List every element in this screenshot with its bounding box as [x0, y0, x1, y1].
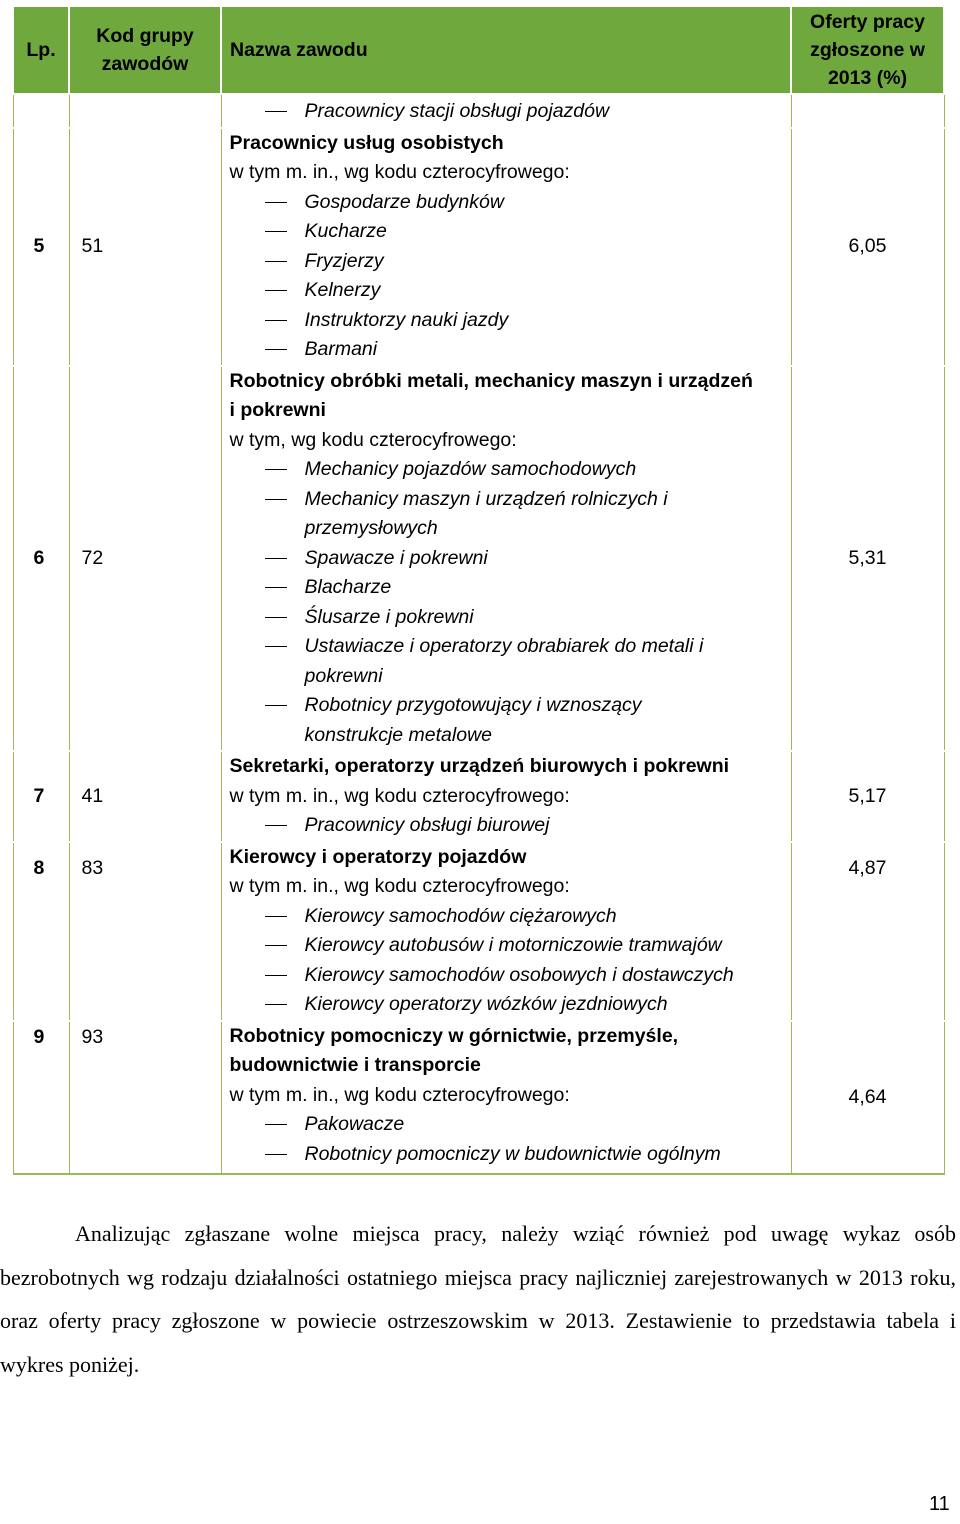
lp-cell: 7 [13, 751, 69, 842]
list-item: Mechanicy maszyn i urządzeń rolniczych i [230, 485, 791, 515]
occupations-table [12, 5, 945, 1175]
list-item: Robotnicy przygotowujący i wznoszący [230, 691, 791, 721]
list-item: Ustawiacze i operatorzy obrabiarek do metali i [230, 632, 791, 662]
offers-value: 4,64 [791, 1021, 944, 1175]
group-name: Robotnicy pomocniczy w górnictwie, przemyśle, [229, 1024, 679, 1047]
list-item: Gospodarze budynków [230, 188, 791, 218]
list-item: Kierowcy autobusów i motorniczowie tramwajów [230, 931, 791, 961]
group-intro: w tym m. in., wg kodu czterocyfrowego: [229, 875, 570, 897]
lp-cell: 8 [13, 842, 69, 1021]
lp-cell: 6 [13, 366, 69, 752]
kod-cell: 72 [69, 366, 221, 752]
group-name-cont: i pokrewni [229, 399, 326, 421]
group-name: Pracownicy usług osobistych [229, 131, 504, 154]
list-item: Barmani [230, 335, 791, 365]
header-nazwa: Nazwa zawodu [221, 6, 791, 94]
list-item: Kierowcy samochodów ciężarowych [230, 902, 791, 932]
group-intro: w tym m. in., wg kodu czterocyfrowego: [229, 161, 570, 183]
group-name-cont: budownictwie i transporcie [229, 1054, 481, 1076]
list-item: Pracownicy obsługi biurowej [230, 811, 791, 841]
kod-cell: 51 [69, 128, 221, 366]
list-item: Robotnicy pomocniczy w budownictwie ogólnym [230, 1140, 791, 1170]
list-item: Pracownicy stacji obsługi pojazdów [230, 97, 791, 127]
table-row [13, 842, 944, 1021]
list-item: Ślusarze i pokrewni [230, 603, 791, 633]
header-lp: Lp. [13, 6, 69, 94]
list-item: Mechanicy pojazdów samochodowych [230, 455, 791, 485]
kod-cell: 93 [69, 1021, 221, 1175]
header-oferty: Oferty pracy zgłoszone w 2013 (%) [791, 6, 944, 94]
list-item-cont: pokrewni [304, 664, 383, 687]
offers-value: 5,31 [791, 366, 944, 752]
kod-cell: 41 [69, 751, 221, 842]
list-item: Fryzjerzy [230, 247, 791, 277]
offers-value: 5,17 [791, 751, 944, 842]
list-item: Instruktorzy nauki jazdy [230, 306, 791, 336]
group-name: Robotnicy obróbki metali, mechanicy maszyn i urządzeń [229, 369, 753, 392]
table-header-row [13, 6, 944, 94]
table-row [13, 366, 944, 752]
header-kod: Kod grupy zawodów [69, 6, 221, 94]
table-row [13, 94, 944, 128]
group-intro: w tym m. in., wg kodu czterocyfrowego: [229, 1083, 570, 1106]
group-intro: w tym, wg kodu czterocyfrowego: [229, 428, 517, 451]
lp-cell: 9 [13, 1021, 69, 1175]
group-name: Kierowcy i operatorzy pojazdów [229, 845, 527, 868]
table-row [13, 1021, 944, 1175]
list-item: Kucharze [230, 217, 791, 247]
list-item: Pakowacze [230, 1110, 791, 1140]
list-item: Kierowcy samochodów osobowych i dostawczych [230, 961, 791, 991]
table-row [13, 128, 944, 366]
kod-cell: 83 [69, 842, 221, 1021]
list-item: Blacharze [230, 573, 791, 603]
body-paragraph: Analizując zgłaszane wolne miejsca pracy, należy wziąć również pod uwagę wykaz osób bezrobotnych wg rodzaju działalności ostatniego miejsca pracy najliczniej zarejestrowanych w 2013 roku, oraz oferty pracy zgłoszone w powiecie ostrzeszowskim w 2013. Zestawienie to przedstawia tabela i wykres poniżej. [0, 1221, 956, 1377]
list-item-cont: przemysłowych [304, 517, 438, 539]
list-item-cont: konstrukcje metalowe [304, 723, 492, 746]
list-item: Kelnerzy [230, 276, 791, 306]
offers-value: 4,87 [791, 842, 944, 1021]
offers-value: 6,05 [791, 128, 944, 366]
list-item: Kierowcy operatorzy wózków jezdniowych [230, 990, 791, 1020]
page-number: 11 [929, 1493, 950, 1515]
group-intro: w tym m. in., wg kodu czterocyfrowego: [229, 784, 570, 807]
lp-cell: 5 [13, 128, 69, 366]
group-name: Sekretarki, operatorzy urządzeń biurowych i pokrewni [229, 755, 730, 777]
table-row [13, 751, 944, 842]
list-item: Spawacze i pokrewni [230, 544, 791, 574]
